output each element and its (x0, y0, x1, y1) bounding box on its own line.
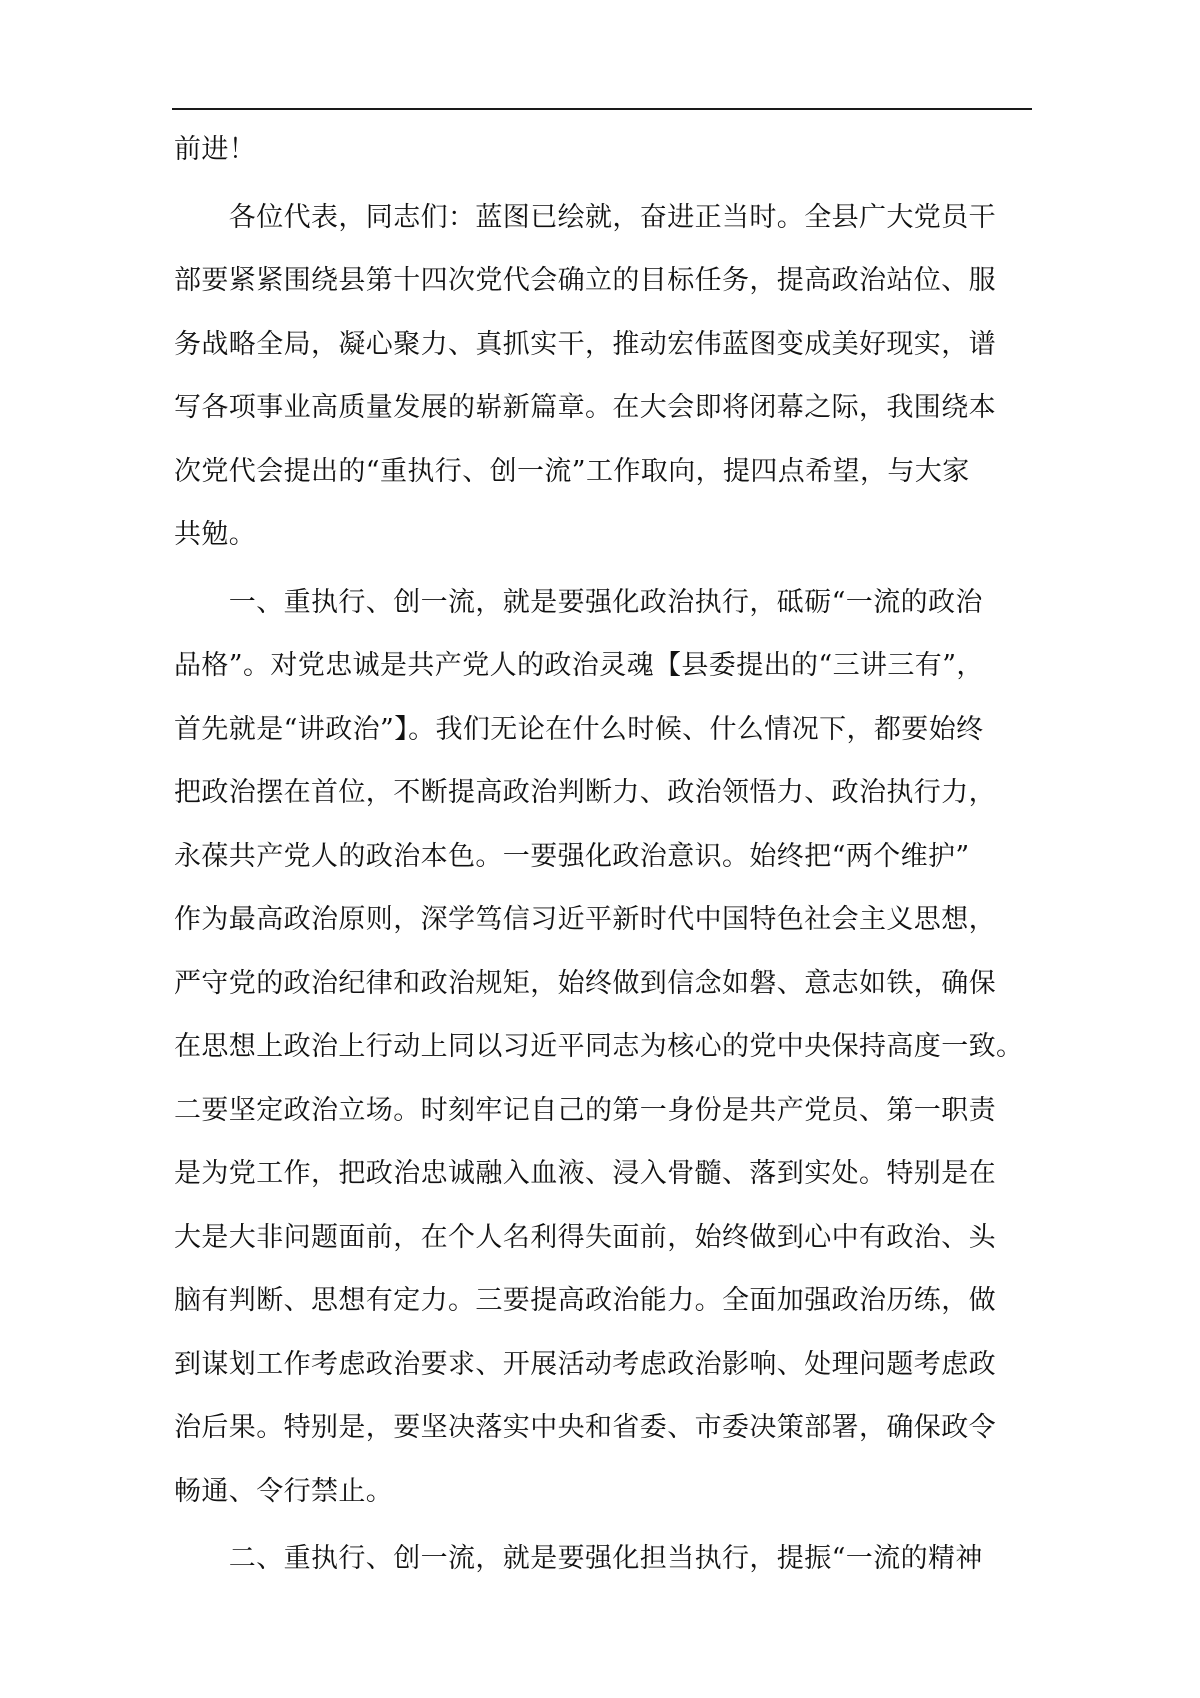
text-line: 畅通、令行禁止。 (174, 1475, 394, 1507)
text-line: 治后果。特别是，要坚决落实中央和省委、市委决策部署，确保政令 (174, 1412, 996, 1443)
text-line: 二、重执行、创一流，就是要强化担当执行，提振“一流的精神 (174, 1543, 983, 1574)
text-line: 部要紧紧围绕县第十四次党代会确立的目标任务，提高政治站位、服 (174, 265, 996, 296)
text-line: 大是大非问题面前，在个人名利得失面前，始终做到心中有政治、头 (174, 1221, 996, 1253)
text-line: 永葆共产党人的政治本色。一要强化政治意识。始终把“两个维护” (174, 840, 970, 872)
text-line: 务战略全局，凝心聚力、真抓实干，推动宏伟蓝图变成美好现实，谱 (174, 328, 996, 360)
text-line: 作为最高政治原则，深学笃信习近平新时代中国特色社会主义思想， (174, 904, 996, 935)
text-line: 首先就是“讲政治”】。我们无论在什么时候、什么情况下，都要始终 (174, 713, 984, 745)
text-line: 在思想上政治上行动上同以习近平同志为核心的党中央保持高度一致。 (174, 1031, 1024, 1062)
text-line: 品格”。对党忠诚是共产党人的政治灵魂【县委提出的“三讲三有”， (174, 650, 984, 681)
text-line: 各位代表，同志们：蓝图已绘就，奋进正当时。全县广大党员干 (174, 201, 996, 233)
text-line: 严守党的政治纪律和政治规矩，始终做到信念如磐、意志如铁，确保 (174, 967, 996, 999)
text-line: 一、重执行、创一流，就是要强化政治执行，砥砺“一流的政治 (174, 586, 983, 618)
text-line: 把政治摆在首位，不断提高政治判断力、政治领悟力、政治执行力， (174, 777, 996, 808)
text-line: 写各项事业高质量发展的崭新篇章。在大会即将闭幕之际，我围绕本 (174, 392, 996, 423)
text-line: 到谋划工作考虑政治要求、开展活动考虑政治影响、处理问题考虑政 (174, 1348, 996, 1380)
body-text (174, 118, 1054, 1591)
text-line: 二要坚定政治立场。时刻牢记自己的第一身份是共产党员、第一职责 (174, 1094, 996, 1126)
text-line: 前进！ (174, 134, 257, 165)
text-line: 脑有判断、思想有定力。三要提高政治能力。全面加强政治历练，做 (174, 1285, 996, 1316)
header-rule (172, 108, 1032, 110)
text-line: 是为党工作，把政治忠诚融入血液、浸入骨髓、落到实处。特别是在 (174, 1158, 996, 1189)
text-line: 共勉。 (174, 519, 257, 550)
text-line: 次党代会提出的“重执行、创一流”工作取向，提四点希望，与大家 (174, 455, 970, 487)
